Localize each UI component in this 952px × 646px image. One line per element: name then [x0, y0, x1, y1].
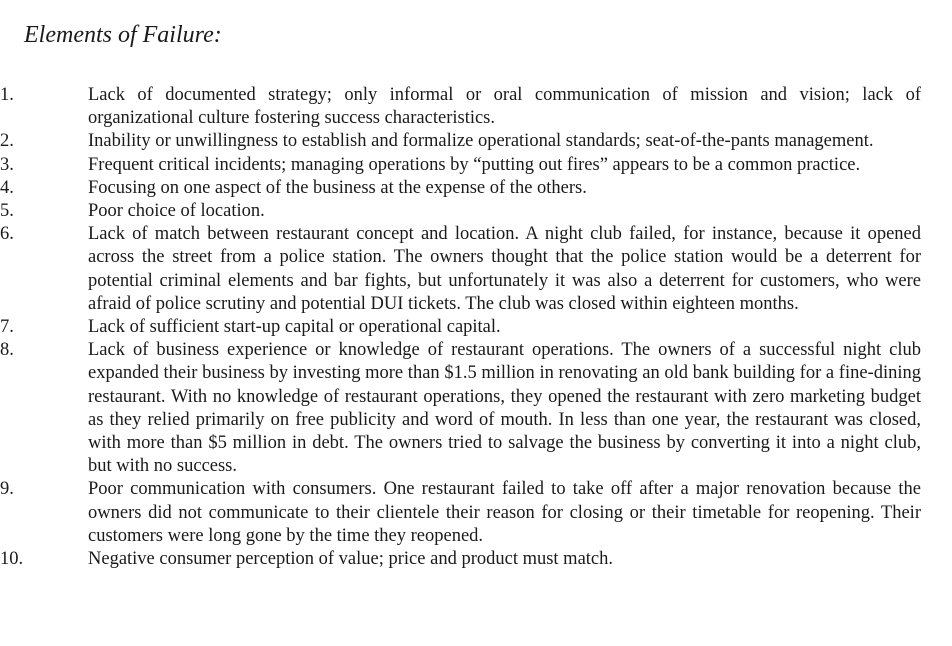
list-item-text: Inability or unwillingness to establish and formalize operational standards; seat-of-the-pants management. — [88, 131, 874, 152]
section-heading: Elements of Failure: — [24, 22, 222, 48]
list-item-text: Focusing on one aspect of the business at the expense of the others. — [88, 177, 587, 198]
list-item-number: 5. — [0, 201, 14, 222]
list-item-number: 1. — [0, 85, 14, 105]
list-item-number: 6. — [0, 224, 14, 245]
list-item-number: 10. — [0, 549, 24, 570]
list-item-number: 9. — [0, 479, 14, 500]
list-item — [0, 548, 921, 571]
list-item-text: Negative consumer perception of value; price and product must match. — [88, 549, 614, 570]
list-item — [0, 200, 921, 223]
list-item — [0, 316, 921, 339]
list-item-number: 2. — [0, 131, 14, 152]
list-item-text: Lack of sufficient start-up capital or operational capital. — [88, 317, 501, 338]
list-item-number: 3. — [0, 154, 14, 175]
list-item-text: Poor communication with consumers. One restaurant failed to take off after a major renovation because the owners did not communicate to their clientele their reason for closing or their timetable for reopening. Their customers were long gone by the time they reopened. — [88, 479, 921, 546]
list-item — [0, 130, 921, 153]
list-item-number: 8. — [0, 340, 14, 361]
list-item — [0, 154, 921, 177]
list-item — [0, 478, 921, 548]
list-item-text: Lack of business experience or knowledge of restaurant operations. The owners of a successful night club expanded their business by investing more than $1.5 million in renovating an old bank building for a fine-dining restaurant. With no knowledge of restaurant operations, they opened the restaurant with zero marketing budget as they relied primarily on free publicity and word of mouth. In less than one year, the restaurant was closed, with more than $5 million in debt. The owners tried to salvage the business by converting it into a night club, but with no success. — [88, 340, 921, 477]
list-item-text: Poor choice of location. — [88, 201, 265, 222]
list-item — [0, 339, 921, 478]
list-item-number: 7. — [0, 317, 14, 338]
list-item-text: Lack of documented strategy; only informal or oral communication of mission and vision; lack of organizational culture fostering success characteristics. — [88, 85, 921, 129]
list-item — [0, 84, 921, 130]
list-item-text: Lack of match between restaurant concept and location. A night club failed, for instance, because it opened across the street from a police station. The owners thought that the police station would be a deterrent for potential criminal elements and bar fights, but unfortunately it was also a deterrent for customers, who were afraid of police scrutiny and potential DUI tickets. The club was closed within eighteen months. — [88, 224, 921, 314]
list-item-text: Frequent critical incidents; managing operations by “putting out fires” appears to be a common practice. — [88, 154, 861, 175]
failure-elements-list — [0, 84, 952, 571]
list-item — [0, 223, 921, 316]
list-item — [0, 177, 921, 200]
list-item-number: 4. — [0, 177, 14, 198]
